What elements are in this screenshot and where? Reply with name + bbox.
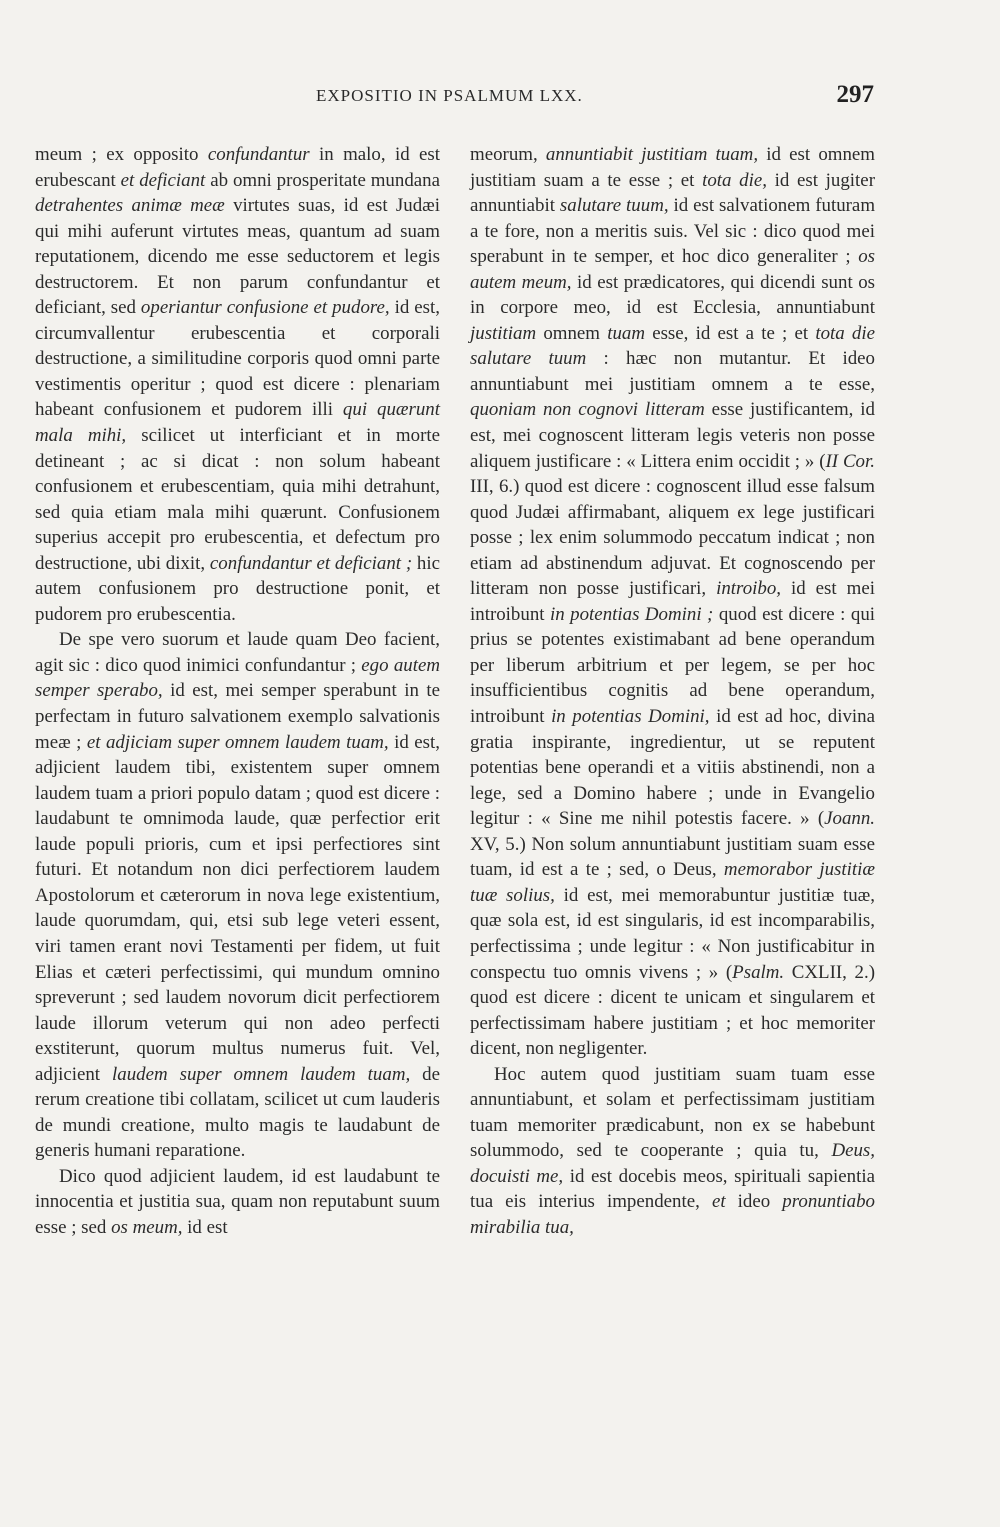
page-header: [300, 81, 874, 118]
running-title: EXPOSITIO IN PSALMUM LXX.: [316, 86, 583, 105]
paragraph: Hoc autem quod justitiam suam tuam esse annuntiabunt, et solam et perfectissimam justitiam tuam memoriter prædicabunt, non ex se habebunt solummodo, sed te cooperante ; quia tu, Deus, docuisti me, id est docebis meos, spirituali sapientia tua eis interius impendente, et ideo pronuntiabo mirabilia tua,: [470, 1063, 875, 1238]
paragraph: De spe vero suorum et laude quam Deo facient, agit sic : dico quod inimici confundantur ; ego autem semper sperabo, id est, mei semper sperabunt in te perfectam in futuro salvationem exemplo salvationis meæ ; et adjiciam super omnem laudem tuam, id est, adjicient laudem tibi, existentem super omnem laudem tuam a priori populo datam ; quod est dicere : laudabunt te omnimoda laude, quæ perfectior erit laude populi prioris, cum et ipsi perfectiores sint futuri. Et notandum non dici perfectiorem laudem Apostolorum et cæterorum in nova lege existentium, laude quorumdam, qui, etsi sub lege veteri essent, viri tamen erant novi Testamenti per fidem, ut fuit Elias et cæteri perfectissimi, qui mundum omnino spreverunt ; sed laudem novorum dicit perfectiorem laude illorum veterum qui non adeo perfecti exstiterunt, quorum multus numerus fuit. Vel, adjicient laudem super omnem laudem tuam, de rerum creatione tibi collatam, scilicet ut cum lauderis de mundi creatione, multo magis te laudabunt de generis humani reparatione.: [35, 629, 441, 1162]
paragraph: meum ; ex opposito confundantur in malo, id est erubescant et deficiant ab omni prosperitate mundana detrahentes animæ meæ virtutes suas, id est Judæi qui mihi auferunt virtutes meas, quantum ad suam reputationem, dicendo me esse seductorem et legis destructorem. Et non parum confundantur et deficiant, sed operiantur confusione et pudore, id est, circumvallentur erubescentia et corporali destructione, a similitudine corporis quod omni parte vestimentis operitur ; quod est dicere : plenariam habeant confusionem et pudorem illi qui quærunt mala mihi, scilicet ut interficiant et in morte detineant ; ac si dicat : non solum habeant confusionem et erubescentiam, quia mihi detrahunt, sed quia etiam mala mihi quærunt. Confusionem superius accepit pro erubescentia, et defectum pro destructione, ubi dixit, confundantur et deficiant ; hic autem confusionem pro destructione ponit, et pudorem pro erubescentia.: [35, 144, 441, 625]
page-number: 297: [836, 81, 874, 108]
left-column: [35, 142, 440, 1241]
right-column: [470, 142, 875, 1241]
paragraph: Dico quod adjicient laudem, id est laudabunt te innocentia et justitia sua, quam non reputabunt suum esse ; sed os meum, id est: [35, 1165, 440, 1238]
paragraph: meorum, annuntiabit justitiam tuam, id est omnem justitiam suam a te esse ; et tota die, id est jugiter annuntiabit salutare tuum, id est salvationem futuram a te fore, non a meritis suis. Vel sic : dico quod mei sperabunt in te semper, et hoc dico generaliter ; os autem meum, id est prædicatores, qui dicendi sunt os in corpore meo, id est Ecclesia, annuntiabunt justitiam omnem tuam esse, id est a te ; et tota die salutare tuum : hæc non mutantur. Et ideo annuntiabunt mei justitiam omnem a te esse, quoniam non cognovi litteram esse justificantem, id est, mei cognoscent litteram legis veteris non posse aliquem justificare : « Littera enim occidit ; » (II Cor. III, 6.) quod est dicere : cognoscent illud esse falsum quod Judæi affirmabant, aliquem ex lege justificari posse ; lex enim solummodo peccatum indicat ; non etiam ad abstinendum adjuvat. Et cognoscendo per litteram non posse justificari, introibo, id est mei introibunt in potentias Domini ; quod est dicere : qui prius se potentes existimabant ad bene operandum per liberum arbitrium et per legem, se per hoc insufficientibus cognitis ad bene operandum, introibunt in potentias Domini, id est ad hoc, divina gratia inspirante, ingredientur, ut se reputent potentias bene operandi et a vitiis abstinendi, non a lege, sed a Domino habere ; unde in Evangelio legitur : « Sine me nihil potestis facere. » (Joann. XV, 5.) Non solum annuntiabunt justitiam suam esse tuam, id est a te ; sed, o Deus, memorabor justitiæ tuæ solius, id est, mei memorabuntur justitiæ tuæ, quæ sola est, id est singularis, id est incomparabilis, perfectissima ; unde legitur : « Non justificabitur in conspectu tuo omnis vivens ; » (Psalm. CXLII, 2.) quod est dicere : dicent te unicam et singularem et perfectissimam habere justitiam ; et hoc memoriter dicent, non negligenter.: [470, 144, 876, 1060]
